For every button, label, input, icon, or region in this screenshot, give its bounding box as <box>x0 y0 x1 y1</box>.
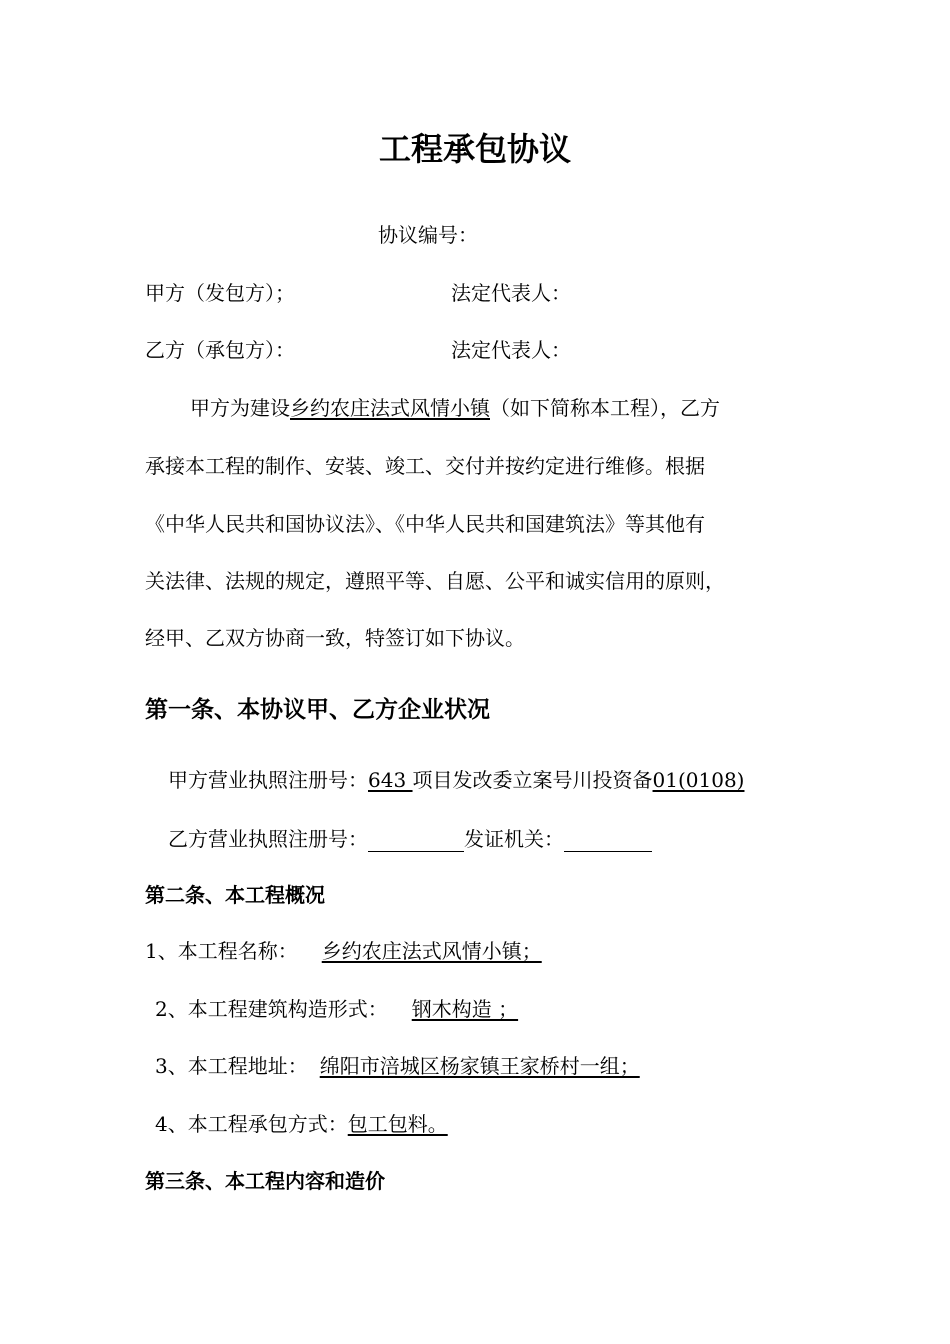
party-b-registration-label: 乙方营业执照注册号： <box>168 827 368 851</box>
project-filing-code: 01(0108) <box>652 768 745 792</box>
intro-text: （如下简称本工程），乙方 <box>490 396 720 420</box>
project-address-label: 3、本工程地址： <box>155 1054 308 1078</box>
party-a-registration-line <box>168 767 744 793</box>
party-b-registration-blank <box>368 829 464 852</box>
party-a-registration-value: 643 <box>368 768 413 792</box>
party-b-representative-label: 法定代表人： <box>451 338 571 362</box>
project-filing-label: 项目发改委立案号川投资备 <box>412 768 653 792</box>
intro-line-4: 关法律、法规的规定，遵照平等、自愿、公平和诚实信用的原则， <box>145 569 725 593</box>
article-1-heading: 第一条、本协议甲、乙方企业状况 <box>145 697 490 723</box>
structure-type-value: 钢木构造 ； <box>411 997 519 1021</box>
party-a-registration-label: 甲方营业执照注册号： <box>168 768 368 792</box>
party-a-representative-label: 法定代表人： <box>451 281 571 305</box>
project-address-line <box>155 1053 640 1079</box>
article-3-heading: 第三条、本工程内容和造价 <box>145 1169 385 1193</box>
structure-type-label: 2、本工程建筑构造形式： <box>155 997 388 1021</box>
document-title: 工程承包协议 <box>378 130 571 168</box>
structure-type-line <box>155 996 524 1022</box>
party-b-label: 乙方（承包方）： <box>145 338 295 362</box>
issuing-authority-blank <box>564 829 652 852</box>
project-address-value: 绵阳市涪城区杨家镇王家桥村一组； <box>319 1054 640 1078</box>
intro-line-5: 经甲、乙双方协商一致，特签订如下协议。 <box>145 626 525 650</box>
agreement-number-label: 协议编号： <box>378 223 478 247</box>
party-a-label: 甲方（发包方）； <box>145 281 295 305</box>
intro-line-3: 《中华人民共和国协议法》、《中华人民共和国建筑法》等其他有 <box>145 512 705 536</box>
project-name-line <box>145 938 542 964</box>
article-2-heading: 第二条、本工程概况 <box>145 883 325 907</box>
contract-mode-label: 4、本工程承包方式： <box>155 1112 348 1136</box>
contract-mode-value: 包工包料。 <box>347 1112 448 1136</box>
project-name-value: 乡约农庄法式风情小镇； <box>321 939 542 963</box>
project-name-label: 1、本工程名称： <box>145 939 298 963</box>
intro-line-2: 承接本工程的制作、安装、竣工、交付并按约定进行维修。根据 <box>145 454 705 478</box>
intro-text: 甲方为建设 <box>190 396 290 420</box>
intro-line-1 <box>190 395 720 421</box>
party-b-registration-line <box>168 826 652 852</box>
project-name-inline: 乡约农庄法式风情小镇 <box>290 396 490 420</box>
contract-mode-line <box>155 1111 448 1137</box>
issuing-authority-label: 发证机关： <box>464 827 564 851</box>
